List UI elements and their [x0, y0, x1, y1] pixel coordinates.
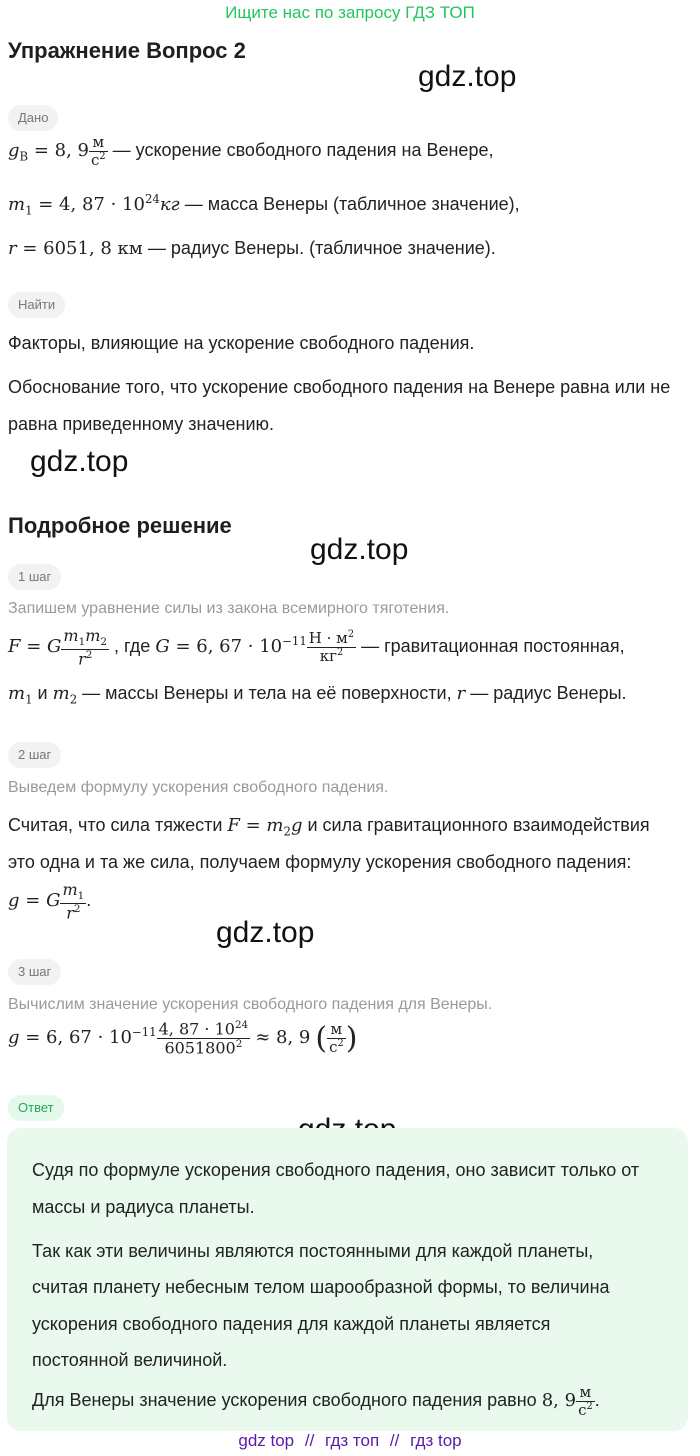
formula-mass: $m_1 = 4$, $87 \cdot 10^{24}кг$	[8, 192, 180, 218]
answer-p3: Для Венеры значение ускорения свободного падения равно 8, 9 $\frac{м}{с^2}$ .	[32, 1383, 600, 1419]
answer-p1b: массы и радиуса планеты.	[32, 1197, 255, 1217]
footer-separator: //	[304, 1431, 315, 1450]
page-title: Упражнение Вопрос 2	[8, 38, 246, 63]
answer-p2b: считая планету небесным телом шарообразной формы, то величина	[32, 1277, 610, 1297]
given-line-2: $m_1 = 4$, $87 \cdot 10^{24}кг$ — масса Венеры (табличное значение),	[8, 192, 520, 218]
step-3-formula: g = 6, $67 \cdot 10^{-11}$ $\frac{4, 87 \cdot 10^{24}}{6051800^2}$ ≈ 8, 9 ( $\frac{м}{с^2}$ )	[8, 1019, 358, 1058]
unit-fraction: $\frac{м}{с^2}$	[91, 133, 106, 169]
gravity-constant: G = 6, $67 \cdot 10^{-11}$	[155, 634, 307, 658]
step-2-caption: Выведем формулу ускорения свободного падения.	[8, 779, 389, 796]
step-2-formula: g = G $\frac{m_1}{r^2}$ .	[8, 880, 92, 922]
answer-p2a: Так как эти величины являются постоянными для каждой планеты,	[32, 1241, 594, 1261]
step-2-line-1: Считая, что сила тяжести $F = m_2g$ и сила гравитационного взаимодействия	[8, 815, 650, 839]
find-line-2a: Обоснование того, что ускорение свободного падения на Венере равна или не	[8, 377, 671, 397]
step-3-caption: Вычислим значение ускорения свободного падения для Венеры.	[8, 996, 493, 1013]
answer-p2c: ускорения свободного падения для каждой планеты является	[32, 1314, 551, 1334]
answer-p1a: Судя по формуле ускорения свободного падения, оно зависит только от	[32, 1160, 640, 1180]
footer-links	[0, 1431, 700, 1451]
answer-badge: Ответ	[8, 1095, 64, 1121]
find-badge: Найти	[8, 292, 65, 318]
formula-radius: r = 6051, 8 км	[8, 238, 143, 259]
watermark: gdz.top	[418, 60, 517, 93]
step-3-badge: 3 шаг	[8, 959, 61, 985]
gravity-law-formula: F = G	[8, 636, 62, 658]
watermark: gdz.top	[310, 533, 409, 566]
footer-link-3[interactable]: гдз top	[410, 1431, 462, 1450]
step-2-line-2: это одна и та же сила, получаем формулу ускорения свободного падения:	[8, 852, 632, 872]
solution-title: Подробное решение	[8, 513, 232, 538]
given-badge: Дано	[8, 105, 58, 131]
given-line-1: $g_В = 8$, 9 $\frac{м}{с^2}$ — ускорение свободного падения на Венере,	[8, 133, 494, 169]
footer-link-1[interactable]: gdz top	[238, 1431, 295, 1450]
find-line-1: Факторы, влияющие на ускорение свободного падения.	[8, 333, 475, 353]
step-1-formula-line: F = G $\frac{m_1m_2}{r^2}$ , где G = 6, $67 \cdot 10^{-11}$ $\frac{Н \cdot м^2}{кг^2}$ — гравитационная постоянная,	[8, 626, 625, 668]
formula-g-venus: $g_В = 8$, 9	[8, 139, 90, 164]
answer-p2d: постоянной величиной.	[32, 1350, 228, 1370]
search-banner: Ищите нас по запросу ГДЗ ТОП	[225, 3, 475, 22]
watermark: gdz.top	[30, 445, 129, 478]
find-line-2b: равна приведенному значению.	[8, 414, 275, 434]
step-1-badge: 1 шаг	[8, 564, 61, 590]
watermark: gdz.top	[216, 916, 315, 949]
step-1-caption: Запишем уравнение силы из закона всемирного тяготения.	[8, 600, 450, 617]
step-2-badge: 2 шаг	[8, 742, 61, 768]
given-line-3: r = 6051, 8 км — радиус Венеры. (табличное значение).	[8, 238, 496, 259]
footer-separator: //	[389, 1431, 400, 1450]
footer-link-2[interactable]: гдз топ	[325, 1431, 380, 1450]
step-1-masses-line: $m_1$ и $m_2$ — массы Венеры и тела на её поверхности, r — радиус Венеры.	[8, 683, 627, 707]
